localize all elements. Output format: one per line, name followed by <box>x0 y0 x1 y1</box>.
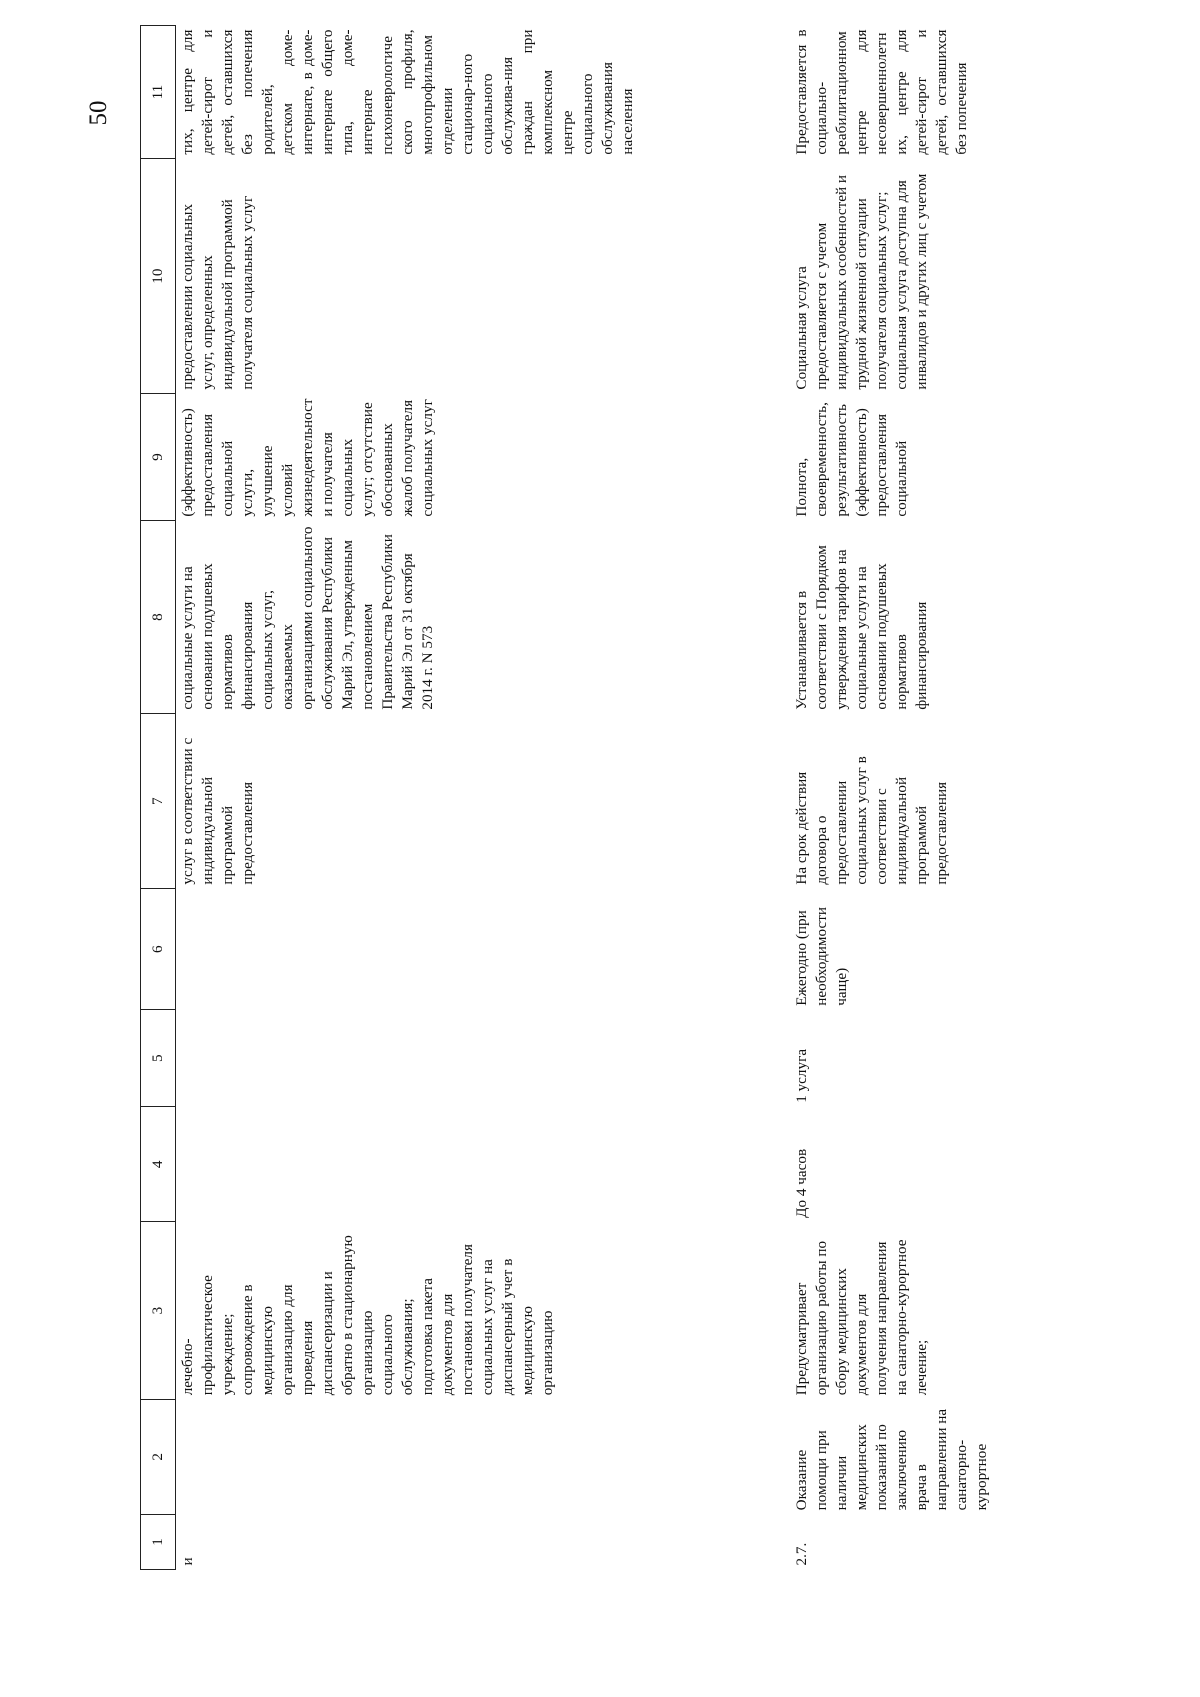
services-table <box>140 25 1004 1570</box>
header-row <box>141 26 176 1570</box>
cell-number: и <box>179 1557 196 1566</box>
cell-conditions: Социальная услуга предоставляется с учетом индивидуальных особенностей и трудной жизненной ситуации получателя социальных услуг; социальная услуга доступна для инвалидов и других лиц с учетом <box>793 173 930 390</box>
cell-description: лечебно-профилактическое учреждение; сопровождение в медицинскую организацию для проведения диспансеризации и обратно в стационарную организацию социального обслуживания; подготовка пакета документов для постановки получателя социальных услуг на диспансерный учет в медицинскую организацию <box>179 1235 556 1396</box>
cell-term: На срок действия договора о предоставлении социальных услуг в соответствии с индивидуальной программой предоставления <box>793 756 950 885</box>
col-header-7: 7 <box>141 714 176 889</box>
table-row-continuation <box>176 26 791 1570</box>
col-header-6: 6 <box>141 889 176 1010</box>
cell-provider: тих, центре для детей-сирот и детей, оставшихся без попечения родителей, детском доме-интернате, в доме-интернате общего типа, доме-интернате психоневрологического профиля, многопрофильном отделении стационар-ного социального обслужива-ния граждан при комплексном центре социального обслуживания населения <box>179 29 636 155</box>
cell-duration: До 4 часов <box>793 1148 810 1218</box>
cell-number: 2.7. <box>793 1542 810 1566</box>
cell-term: услуг в соответствии с индивидуальной программой предоставления <box>179 737 256 885</box>
col-header-10: 10 <box>141 159 176 394</box>
cell-duration <box>176 1107 791 1222</box>
cell-service-name <box>176 1399 791 1514</box>
cell-periodicity <box>176 889 791 1010</box>
rotated-table-container <box>140 25 1090 1570</box>
cell-quality-indicators: Полнота, своевременность, результативность (эффективность) предоставления социальной <box>793 402 910 517</box>
cell-quality-indicators: (эффективность) предоставления социальной услуги, улучшение условий жизнедеятельности получателя социальных услуг; отсутствие обоснованных жалоб получателя социальных услуг <box>179 398 436 517</box>
cell-service-name: Оказание помощи при наличии медицинских показаний по заключению врача в направлении на санаторно-курортное <box>793 1408 990 1511</box>
col-header-8: 8 <box>141 521 176 714</box>
page-number: 50 <box>85 100 112 126</box>
col-header-4: 4 <box>141 1107 176 1222</box>
col-header-11: 11 <box>141 26 176 159</box>
col-header-9: 9 <box>141 394 176 521</box>
cell-periodicity: Ежегодно (при необходимости чаще) <box>793 906 850 1006</box>
cell-description: Предусматривает организацию работы по сбору медицинских документов для получения направления на санаторно-курортное лечение; <box>793 1239 930 1396</box>
cell-unit <box>176 1010 791 1107</box>
col-header-1: 1 <box>141 1514 176 1569</box>
col-header-2: 2 <box>141 1399 176 1514</box>
cell-unit: 1 услуга <box>793 1048 810 1103</box>
col-header-3: 3 <box>141 1222 176 1399</box>
col-header-5: 5 <box>141 1010 176 1107</box>
table-row-2-7 <box>790 26 1004 1570</box>
cell-provider: Предоставляется в социально-реабилитационном центре для несовершеннолетних, центре для детей-сирот и детей, оставшихся без попечения <box>793 29 970 155</box>
cell-conditions: предоставлении социальных услуг, определенных индивидуальной программой получателя социальных услуг <box>179 195 256 390</box>
cell-tariff: Устанавливается в соответствии с Порядком утверждения тарифов на социальные услуги на основании подушевых нормативов финансирования <box>793 545 930 710</box>
cell-tariff: социальные услуги на основании подушевых нормативов финансирования социальных услуг, оказываемых организациями социального обслуживания Республики Марий Эл, утвержденным постановлением Правительства Республики Марий Эл от 31 октября 2014 г. N 573 <box>179 526 436 710</box>
